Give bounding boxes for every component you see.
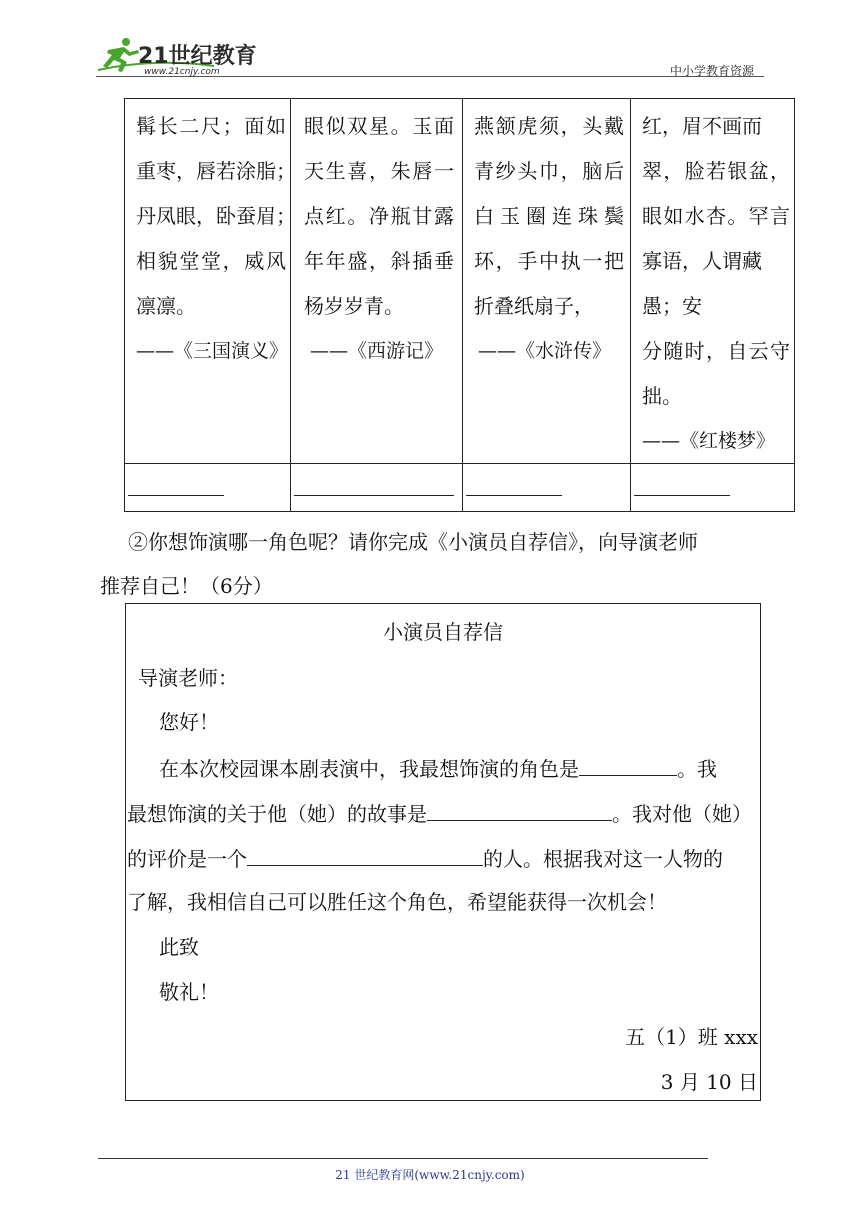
letter-signature: 五（1）班 xxx (625, 1025, 758, 1049)
table-cell-text: 眼如水杏。罕言 (642, 204, 790, 228)
table-border (124, 98, 125, 512)
table-border (794, 98, 795, 512)
table-cell-shuihu (474, 104, 624, 374)
answer-blank[interactable] (466, 495, 562, 496)
table-cell-honglou (642, 104, 790, 464)
table-cell-text: 环，手中执一把 (474, 249, 624, 273)
answer-blank[interactable] (634, 495, 730, 496)
table-cell-text: 丹凤眼，卧蚕眉； (136, 204, 296, 228)
table-cell-text: 杨岁岁青。 (304, 294, 404, 318)
site-logo (94, 36, 264, 78)
svg-text:21世纪教育: 21世纪教育 (138, 44, 257, 69)
letter-greeting: 您好！ (159, 710, 219, 734)
table-cell-text: 凛凛。 (136, 294, 196, 318)
table-divider (462, 98, 463, 512)
letter-text: 。我 (677, 757, 717, 781)
table-cell-text: 相貌堂堂，威风 (136, 249, 286, 273)
source-label: ——《红楼梦》 (642, 430, 776, 452)
table-cell-sanguo (136, 104, 296, 374)
letter-paragraph-line (126, 755, 760, 781)
answer-blank[interactable] (294, 495, 454, 496)
table-cell-text: 眼似双星。玉面 (304, 114, 454, 138)
letter-box (125, 603, 761, 1101)
table-cell-text: 折叠纸扇子， (474, 294, 594, 318)
letter-salutation: 导演老师： (138, 666, 238, 690)
table-cell-text: 点红。净瓶甘露 (304, 204, 454, 228)
table-cell-text: 白玉圈连珠鬓 (474, 204, 624, 228)
letter-text: 的评价是一个 (127, 847, 247, 871)
table-cell-text: 寡语，人谓藏 (642, 249, 762, 273)
svg-text:www.21cnjy.com: www.21cnjy.com (144, 67, 220, 77)
letter-paragraph-line (126, 800, 760, 826)
footer-divider (98, 1158, 708, 1159)
source-label: ——《西游记》 (310, 340, 444, 362)
question-line: ②你想饰演哪一角色呢？请你完成《小演员自荐信》，向导演老师 (128, 530, 698, 554)
header-label: 中小学教育资源 (669, 64, 754, 78)
role-blank[interactable] (579, 755, 677, 776)
header-divider (96, 76, 764, 77)
table-divider (630, 98, 631, 512)
table-cell-text: 分随时，自云守 (642, 339, 790, 363)
question-prompt (100, 520, 770, 608)
letter-closing: 此致 (159, 935, 199, 959)
question-line: 推荐自己！（6分） (100, 574, 273, 598)
story-blank[interactable] (427, 800, 612, 821)
character-table (124, 98, 795, 512)
answer-blank[interactable] (128, 495, 224, 496)
letter-paragraph-line: 了解，我相信自己可以胜任这个角色，希望能获得一次机会！ (127, 890, 667, 914)
source-label: ——《三国演义》 (136, 340, 289, 362)
table-cell-text: 愚；安 (642, 294, 702, 318)
letter-closing: 敬礼！ (159, 980, 219, 1004)
table-cell-text: 青纱头巾，脑后 (474, 159, 624, 183)
table-cell-text: 翠，脸若银盆， (642, 159, 790, 183)
table-cell-text: 燕颔虎须，头戴 (474, 114, 624, 138)
letter-paragraph-line (126, 845, 760, 871)
table-border (124, 511, 795, 512)
table-cell-text: 髯长二尺；面如 (136, 114, 286, 138)
table-cell-xiyou (304, 104, 454, 374)
table-cell-text: 红，眉不画而 (642, 114, 762, 138)
table-cell-text: 拙。 (642, 384, 682, 408)
footer-link[interactable]: 21 世纪教育网(www.21cnjy.com) (335, 1168, 525, 1182)
table-cell-text: 重枣，唇若涂脂； (136, 159, 296, 183)
letter-title: 小演员自荐信 (383, 620, 503, 644)
letter-text: 。我对他（她） (612, 802, 752, 826)
table-cell-text: 年年盛，斜插垂 (304, 249, 454, 273)
table-cell-text: 天生喜，朱唇一 (304, 159, 454, 183)
letter-text: 在本次校园课本剧表演中，我最想饰演的角色是 (159, 757, 579, 781)
letter-date: 3 月 10 日 (660, 1070, 758, 1094)
evaluation-blank[interactable] (247, 845, 483, 866)
letter-text: 的人。根据我对这一人物的 (483, 847, 723, 871)
letter-text: 最想饰演的关于他（她）的故事是 (127, 802, 427, 826)
source-label: ——《水浒传》 (478, 340, 612, 362)
table-border (124, 98, 795, 99)
